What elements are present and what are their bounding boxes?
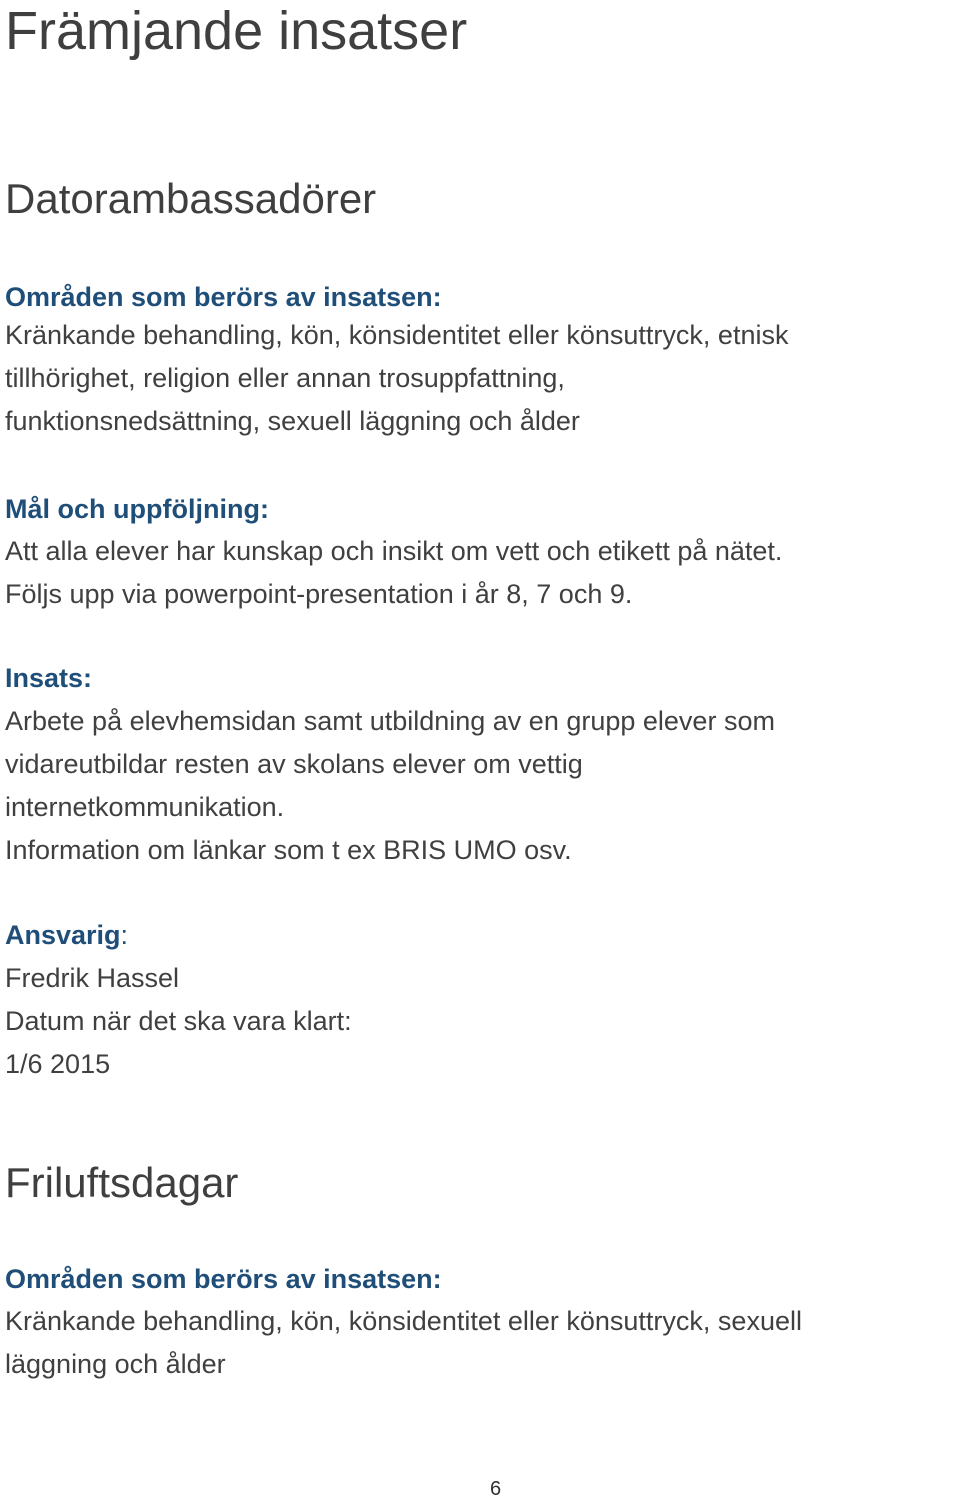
page-number: 6 <box>490 1478 502 1500</box>
areas-label: Områden som berörs av insatsen: <box>5 1264 442 1294</box>
section-heading-friluftsdagar: Friluftsdagar <box>5 1159 239 1206</box>
responsible-label <box>5 914 128 957</box>
action-line: vidareutbildar resten av skolans elever om vettig <box>5 749 583 779</box>
areas-line: funktionsnedsättning, sexuell läggning och ålder <box>5 406 580 436</box>
areas-line: läggning och ålder <box>5 1349 226 1379</box>
areas-line: tillhörighet, religion eller annan trosuppfattning, <box>5 363 565 393</box>
areas-label: Områden som berörs av insatsen: <box>5 282 442 312</box>
goal-line: Följs upp via powerpoint-presentation i år 8, 7 och 9. <box>5 579 633 609</box>
action-line: Arbete på elevhemsidan samt utbildning av en grupp elever som <box>5 706 775 736</box>
deadline-label: Datum när det ska vara klart: <box>5 1006 352 1036</box>
deadline-value: 1/6 2015 <box>5 1049 111 1079</box>
goal-line: Att alla elever har kunskap och insikt om vett och etikett på nätet. <box>5 536 783 566</box>
areas-line: Kränkande behandling, kön, könsidentitet eller könsuttryck, etnisk <box>5 320 789 350</box>
action-line: Information om länkar som t ex BRIS UMO osv. <box>5 835 572 865</box>
action-line: internetkommunikation. <box>5 792 285 822</box>
responsible-name: Fredrik Hassel <box>5 963 180 993</box>
action-label: Insats: <box>5 663 93 693</box>
responsible-label-colon: : <box>120 920 129 950</box>
section-heading-datorambassadorer: Datorambassadörer <box>5 175 377 222</box>
responsible-label-text: Ansvarig <box>5 920 121 950</box>
page-title: Främjande insatser <box>5 1 468 61</box>
areas-line: Kränkande behandling, kön, könsidentitet eller könsuttryck, sexuell <box>5 1306 802 1336</box>
goal-label: Mål och uppföljning: <box>5 494 269 524</box>
